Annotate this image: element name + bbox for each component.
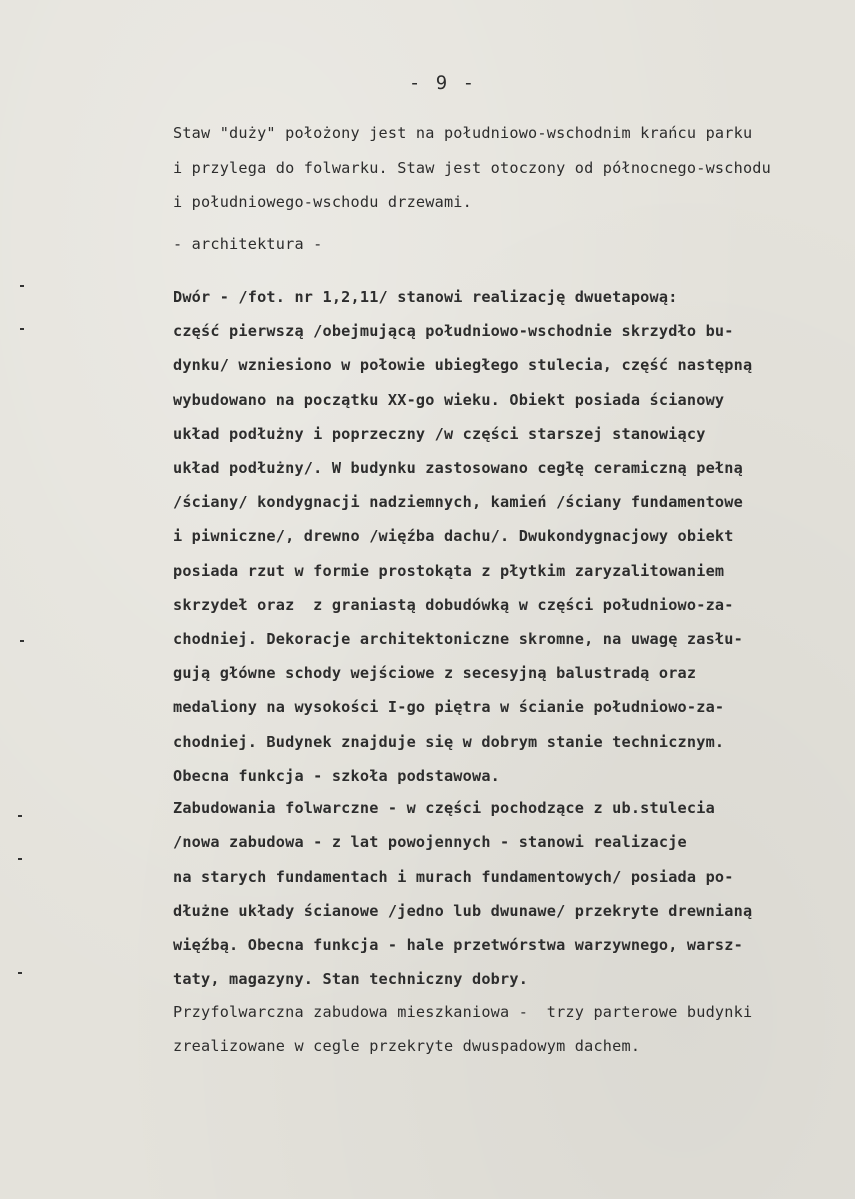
margin-speck <box>18 972 22 974</box>
text-line: i południowego-wschodu drzewami. <box>173 193 472 211</box>
text-line: chodniej. Dekoracje architektoniczne skromne, na uwagę zasłu- <box>173 630 743 648</box>
margin-speck <box>20 328 24 330</box>
text-line: i piwniczne/, drewno /więźba dachu/. Dwukondygnacjowy obiekt <box>173 527 734 545</box>
text-line: /nowa zabudowa - z lat powojennych - stanowi realizacje <box>173 833 687 851</box>
text-line: Zabudowania folwarczne - w części pochodzące z ub.stulecia <box>173 799 715 817</box>
text-line: Staw "duży" położony jest na południowo-wschodnim krańcu parku <box>173 124 753 142</box>
text-line: dynku/ wzniesiono w połowie ubiegłego stulecia, część następną <box>173 356 753 374</box>
text-line: skrzydeł oraz z graniastą dobudówką w części południowo-za- <box>173 596 734 614</box>
text-line: zrealizowane w cegle przekryte dwuspadowym dachem. <box>173 1037 641 1055</box>
text-line: taty, magazyny. Stan techniczny dobry. <box>173 970 529 988</box>
section-heading: - architektura - <box>173 235 323 253</box>
text-line: Przyfolwarczna zabudowa mieszkaniowa - trzy parterowe budynki <box>173 1003 753 1021</box>
text-line: Dwór - /fot. nr 1,2,11/ stanowi realizację dwuetapową: <box>173 288 678 306</box>
text-line: więźbą. Obecna funkcja - hale przetwórstwa warzywnego, warsz- <box>173 936 743 954</box>
margin-speck <box>20 285 24 287</box>
margin-speck <box>18 858 22 860</box>
text-line: na starych fundamentach i murach fundamentowych/ posiada po- <box>173 868 734 886</box>
text-line: posiada rzut w formie prostokąta z płytkim zaryzalitowaniem <box>173 562 725 580</box>
text-line: dłużne układy ścianowe /jedno lub dwunawe/ przekryte drewnianą <box>173 902 753 920</box>
text-line: chodniej. Budynek znajduje się w dobrym stanie technicznym. <box>173 733 725 751</box>
text-line: układ podłużny i poprzeczny /w części starszej stanowiący <box>173 425 706 443</box>
text-line: i przylega do folwarku. Staw jest otoczony od północnego-wschodu <box>173 159 771 177</box>
page-number: - 9 - <box>408 72 477 94</box>
text-line: część pierwszą /obejmującą południowo-wschodnie skrzydło bu- <box>173 322 734 340</box>
text-line: medaliony na wysokości I-go piętra w ścianie południowo-za- <box>173 698 725 716</box>
text-line: układ podłużny/. W budynku zastosowano cegłę ceramiczną pełną <box>173 459 743 477</box>
text-line: wybudowano na początku XX-go wieku. Obiekt posiada ścianowy <box>173 391 725 409</box>
margin-speck <box>20 640 24 642</box>
text-line: gują główne schody wejściowe z secesyjną balustradą oraz <box>173 664 697 682</box>
text-line: Obecna funkcja - szkoła podstawowa. <box>173 767 501 785</box>
margin-speck <box>18 815 22 817</box>
text-line: /ściany/ kondygnacji nadziemnych, kamień /ściany fundamentowe <box>173 493 743 511</box>
